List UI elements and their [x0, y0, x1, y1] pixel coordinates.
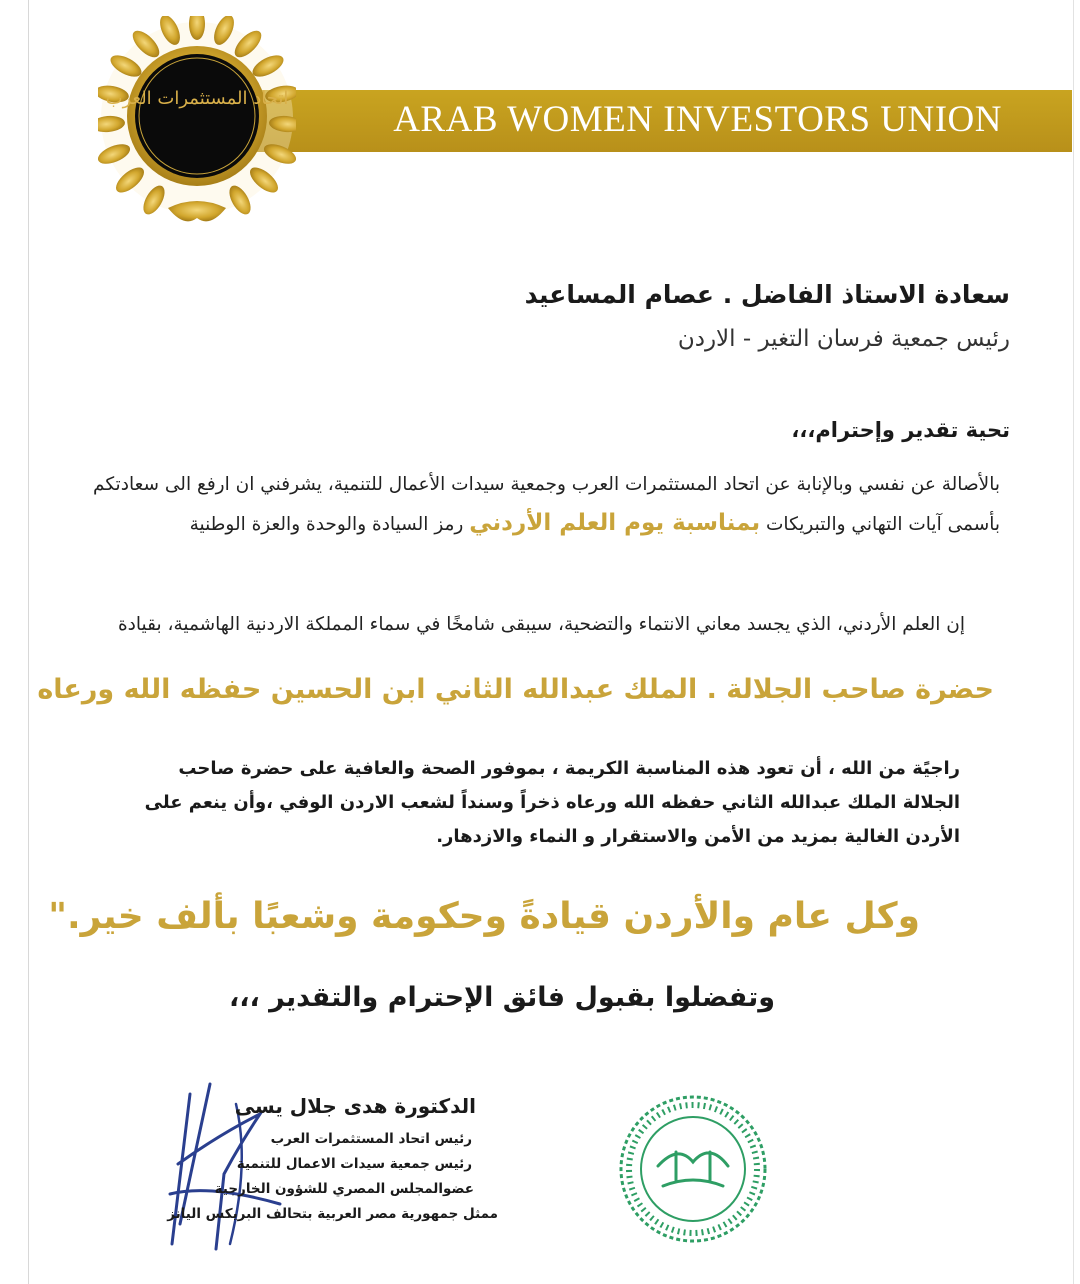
para1-text-b: رمز السيادة والوحدة والعزة الوطنية — [189, 514, 464, 535]
king-title-line: حضرة صاحب الجلالة . الملك عبدالله الثاني ابن الحسين حفظه الله ورعاه — [37, 674, 994, 705]
signer-role-4: ممثل جمهورية مصر العربية بتحالف البريكس اليانز — [167, 1206, 498, 1222]
paragraph-congratulations — [80, 466, 1000, 544]
signer-role-3: عضوالمجلس المصري للشؤون الخارجية — [214, 1181, 474, 1197]
recipient-name: سعادة الاستاذ الفاضل . عصام المساعيد — [524, 280, 1010, 309]
page-left-edge — [28, 0, 29, 1284]
organization-name: ARAB WOMEN INVESTORS UNION — [393, 99, 1002, 140]
paragraph-flag: إن العلم الأردني، الذي يجسد معاني الانتماء والتضحية، سيبقى شامخًا في سماء المملكة الاردنية الهاشمية، بقيادة — [117, 614, 965, 635]
paragraph-wishes: راجيًة من الله ، أن تعود هذه المناسبة الكريمة ، بموفور الصحة والعافية على حضرة صاحب الجلالة الملك عبدالله الثاني حفظه الله ورعاه ذخراً وسنداً لشعب الاردن الوفي ،وأن ينعم على الأردن الغالية بمزيد من الأمن والاستقرار و النماء والازدهار. — [144, 758, 960, 847]
signer-role-1: رئيس اتحاد المستثمرات العرب — [270, 1131, 472, 1147]
flag-day-highlight: بمناسبة يوم العلم الأردني — [469, 510, 761, 536]
closing-line: وتفضلوا بقبول فائق الإحترام والتقدير ،،، — [228, 982, 775, 1013]
signer-role-2: رئيس جمعية سيدات الاعمال للتنمية — [236, 1156, 472, 1172]
wish-line: وكل عام والأردن قيادةً وحكومة وشعبًا بألف خير." — [48, 896, 920, 937]
logo-text: اتحاد المستثمرات العرب — [105, 88, 289, 109]
para1-text-a: بالأصالة عن نفسي وبالإنابة عن اتحاد المستثمرات العرب وجمعية سيدات الأعمال للتنمية، يشرفني ان ارفع الى سعادتكم بأسمى آيات التهاني والتبريكات — [93, 474, 1000, 535]
page-right-edge — [1073, 0, 1074, 1284]
greeting: تحية تقدير وإحترام،،، — [791, 418, 1010, 442]
recipient-title: رئيس جمعية فرسان التغير - الاردن — [677, 326, 1010, 352]
laurel-logo-icon — [98, 16, 296, 228]
green-seal-icon — [618, 1094, 768, 1244]
signer-name: الدكتورة هدى جلال يسى — [234, 1094, 476, 1118]
